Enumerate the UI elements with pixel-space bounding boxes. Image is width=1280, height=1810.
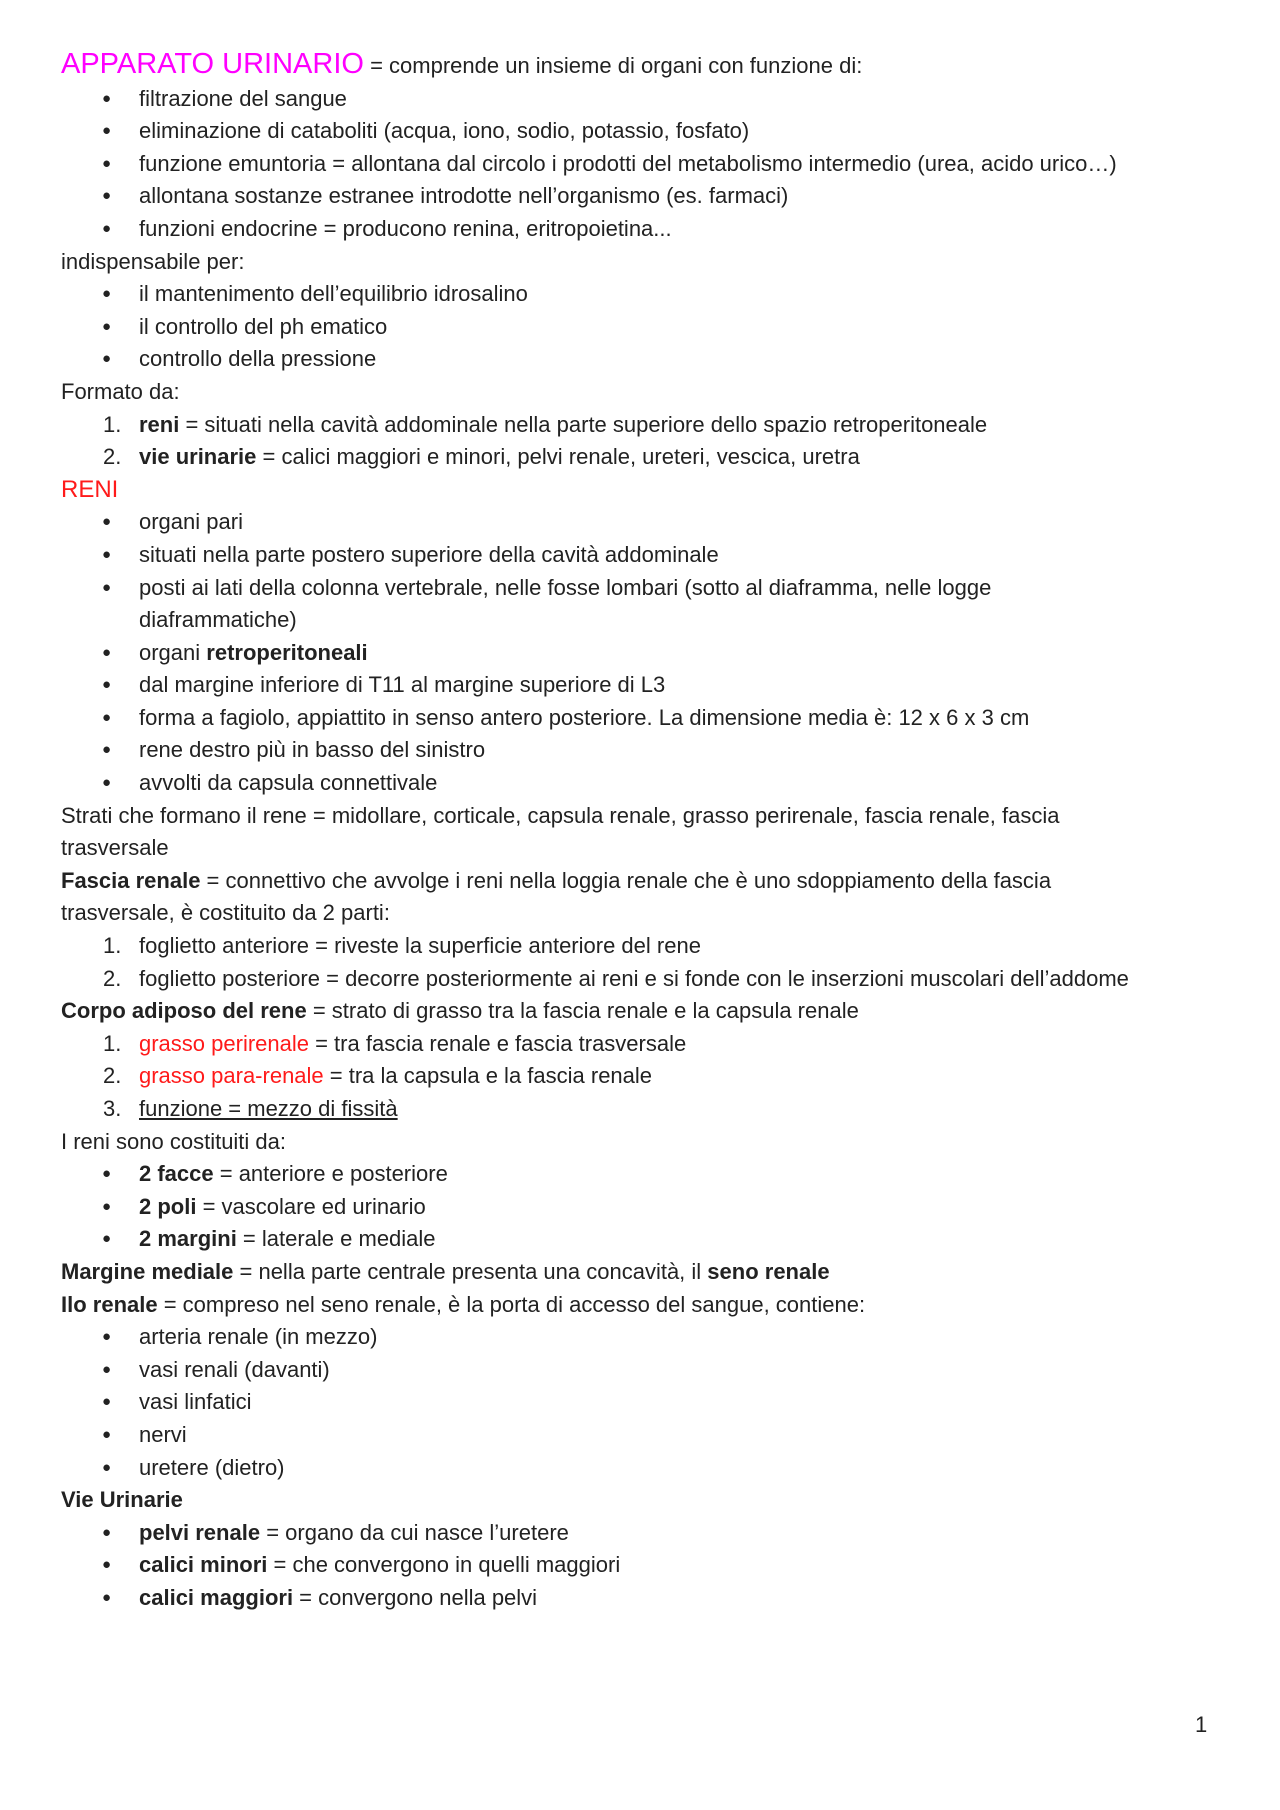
costituiti-label: I reni sono costituiti da: — [61, 1128, 287, 1154]
formed-label: Formato da: — [61, 378, 180, 404]
list-item: ● allontana sostanze estranee introdotte nell’organismo (es. farmaci) — [61, 180, 1231, 213]
list-item: ● calici minori = che convergono in quelli maggiori — [61, 1549, 1231, 1582]
list-item: ● calici maggiori = convergono nella pelvi — [61, 1582, 1231, 1615]
list-item: ● situati nella parte postero superiore della cavità addominale — [61, 539, 1231, 572]
list-item: 2. vie urinarie = calici maggiori e minori, pelvi renale, ureteri, vescica, uretra — [103, 444, 860, 470]
list-item: ● uretere (dietro) — [61, 1452, 1231, 1485]
list-item: ● nervi — [61, 1419, 1231, 1452]
page-number: 1 — [1195, 1712, 1208, 1737]
margine-paragraph: Margine mediale = nella parte centrale presenta una concavità, il seno renale — [61, 1258, 830, 1284]
bullet-icon: ● — [102, 1523, 112, 1541]
page-title: APPARATO URINARIO — [61, 48, 364, 80]
bullet-icon: ● — [102, 1588, 112, 1606]
list-item: 1. foglietto anteriore = riveste la superficie anteriore del rene — [103, 933, 701, 959]
list-item: ● il mantenimento dell’equilibrio idrosalino — [61, 278, 1231, 311]
bullet-icon: ● — [102, 741, 112, 759]
reni-list — [61, 506, 1231, 799]
bullet-icon: ● — [102, 350, 112, 368]
bullet-icon: ● — [102, 1197, 112, 1215]
indispensable-list — [61, 278, 1231, 376]
costituiti-list — [61, 1158, 1231, 1256]
intro-text: = comprende un insieme di organi con funzione di: — [363, 53, 863, 78]
list-item: ● funzioni endocrine = producono renina, eritropoietina... — [61, 213, 1231, 246]
bullet-icon: ● — [102, 1425, 112, 1443]
bullet-icon: ● — [102, 708, 112, 726]
list-item: ● organi retroperitoneali — [61, 637, 1231, 670]
corpo-paragraph: Corpo adiposo del rene = strato di grasso tra la fascia renale e la capsula renale — [61, 998, 859, 1024]
bullet-icon: ● — [102, 219, 112, 237]
list-item: ● avvolti da capsula connettivale — [61, 767, 1231, 800]
bullet-icon: ● — [102, 1165, 112, 1183]
fascia-list — [61, 930, 1231, 995]
document-body — [61, 48, 1231, 1615]
bullet-icon: ● — [102, 285, 112, 303]
list-item: ● vasi linfatici — [61, 1386, 1231, 1419]
functions-list — [61, 83, 1231, 246]
bullet-icon: ● — [102, 187, 112, 205]
ilo-list — [61, 1321, 1231, 1484]
list-item: ● rene destro più in basso del sinistro — [61, 734, 1231, 767]
list-item: ● vasi renali (davanti) — [61, 1354, 1231, 1387]
bullet-icon: ● — [102, 1393, 112, 1411]
bullet-icon: ● — [102, 317, 112, 335]
vie-list — [61, 1517, 1231, 1615]
list-item: ● dal margine inferiore di T11 al margine superiore di L3 — [61, 669, 1231, 702]
list-item: ● controllo della pressione — [61, 343, 1231, 376]
bullet-icon: ● — [102, 545, 112, 563]
bullet-icon: ● — [102, 89, 112, 107]
bullet-icon: ● — [102, 122, 112, 140]
formed-list — [61, 409, 1231, 474]
list-item: 2. foglietto posteriore = decorre posteriormente ai reni e si fonde con le inserzioni muscolari dell’addome — [103, 965, 1129, 991]
list-item: ● organi pari — [61, 506, 1231, 539]
list-item: ● 2 facce = anteriore e posteriore — [61, 1158, 1231, 1191]
list-item: ● eliminazione di cataboliti (acqua, iono, sodio, potassio, fosfato) — [61, 115, 1231, 148]
bullet-icon: ● — [102, 1328, 112, 1346]
intro-line — [61, 48, 1231, 83]
bullet-icon: ● — [102, 1230, 112, 1248]
list-item: ● pelvi renale = organo da cui nasce l’uretere — [61, 1517, 1231, 1550]
list-item: ● forma a fagiolo, appiattito in senso antero posteriore. La dimensione media è: 12 x 6 x 3 cm — [61, 702, 1231, 735]
list-item: ● il controllo del ph ematico — [61, 311, 1231, 344]
fascia-paragraph: Fascia renale = connettivo che avvolge i reni nella loggia renale che è uno sdoppiamento della fascia trasversale, è costituito da 2 parti: — [61, 867, 1052, 926]
bullet-icon: ● — [102, 643, 112, 661]
bullet-icon: ● — [102, 1458, 112, 1476]
indispensable-label: indispensabile per: — [61, 248, 245, 274]
list-item: 1. grasso perirenale = tra fascia renale e fascia trasversale — [103, 1030, 687, 1056]
list-item: ● arteria renale (in mezzo) — [61, 1321, 1231, 1354]
corpo-list — [61, 1028, 1231, 1126]
reni-heading: RENI — [61, 475, 119, 503]
bullet-icon: ● — [102, 676, 112, 694]
list-item: ● posti ai lati della colonna vertebrale, nelle fosse lombari (sotto al diaframma, nelle logge diaframmatiche) — [61, 572, 1231, 637]
strati-paragraph: Strati che formano il rene = midollare, corticale, capsula renale, grasso perirenale, fascia renale, fascia trasversale — [61, 802, 1060, 861]
ilo-paragraph: Ilo renale = compreso nel seno renale, è la porta di accesso del sangue, contiene: — [61, 1291, 866, 1317]
list-item: ● 2 poli = vascolare ed urinario — [61, 1191, 1231, 1224]
list-item: ● funzione emuntoria = allontana dal circolo i prodotti del metabolismo intermedio (urea, acido urico…) — [61, 148, 1231, 181]
list-item: 2. grasso para-renale = tra la capsula e la fascia renale — [103, 1063, 653, 1089]
list-item: ● filtrazione del sangue — [61, 83, 1231, 116]
bullet-icon: ● — [102, 1360, 112, 1378]
list-item: 3. funzione = mezzo di fissità — [103, 1096, 398, 1121]
bullet-icon: ● — [102, 1556, 112, 1574]
bullet-icon: ● — [102, 578, 112, 596]
bullet-icon: ● — [102, 774, 112, 792]
vie-heading: Vie Urinarie — [61, 1487, 183, 1513]
list-item: ● 2 margini = laterale e mediale — [61, 1223, 1231, 1256]
list-item: 1. reni = situati nella cavità addominale nella parte superiore dello spazio retroperitoneale — [103, 411, 988, 437]
bullet-icon: ● — [102, 154, 112, 172]
bullet-icon: ● — [102, 513, 112, 531]
